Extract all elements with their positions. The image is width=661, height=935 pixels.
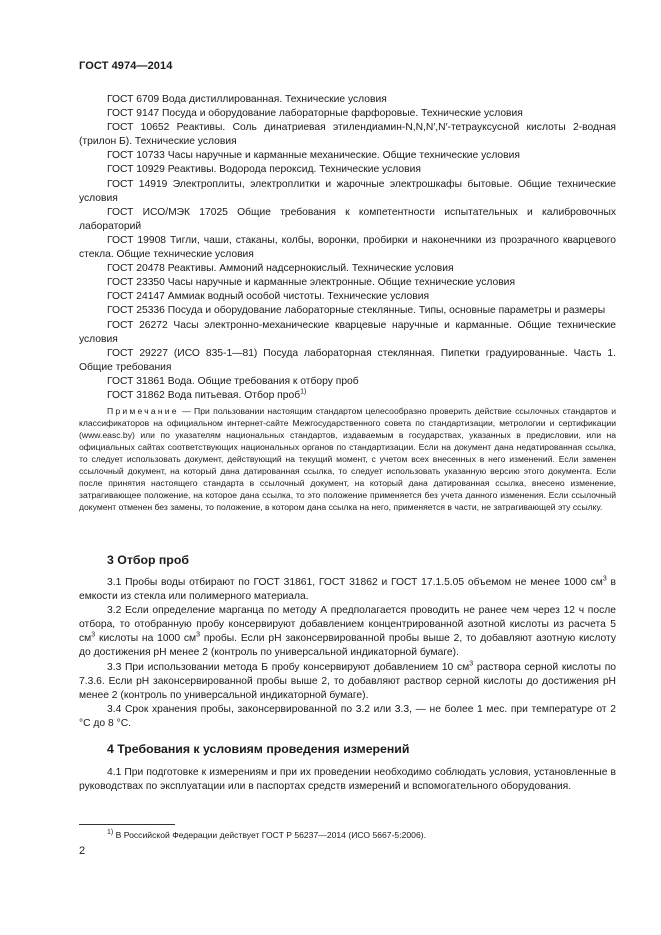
reference-text: ГОСТ 31862 Вода питьевая. Отбор проб — [107, 389, 301, 401]
reference-item: ГОСТ 10929 Реактивы. Водорода пероксид. Технические условия — [107, 164, 421, 176]
reference-item: ГОСТ 20478 Реактивы. Аммоний надсернокислый. Технические условия — [107, 263, 454, 275]
section-4-body — [79, 766, 616, 794]
reference-item: ГОСТ 10733 Часы наручные и карманные механические. Общие технические условия — [107, 150, 520, 162]
reference-item: ГОСТ 24147 Аммиак водный особой чистоты. Технические условия — [107, 291, 430, 303]
text-run: 3.1 Пробы воды отбирают по ГОСТ 31861, ГОСТ 31862 и ГОСТ 17.1.5.05 объемом не менее 1000 см — [107, 577, 603, 588]
section-3-body — [79, 576, 616, 731]
reference-item: ГОСТ 19908 Тигли, чаши, стаканы, колбы, воронки, пробирки и наконечники из прозрачного кварцевого стекла. Общие технические условия — [79, 234, 616, 261]
reference-item: ГОСТ 14919 Электроплиты, электроплитки и жарочные электрошкафы бытовые. Общие технические условия — [79, 178, 616, 204]
reference-item: ГОСТ 31861 Вода. Общие требования к отбору проб — [107, 375, 359, 387]
text-run: пробы. Если рН законсервированной пробы выше 2, то добавляют азотную кислоту до достижения рН менее 2 (контроль по универсальной индикаторной бумаге). — [79, 633, 616, 659]
footnote — [107, 829, 607, 841]
text-run: в емкости из стекла или полимерного материала. — [79, 577, 616, 603]
footnote-mark: 1) — [107, 829, 114, 837]
document-header: ГОСТ 4974—2014 — [79, 60, 173, 72]
paragraph-3-4: 3.4 Срок хранения пробы, законсервированной по 3.2 или 3.3, — не более 1 мес. при температуре от 2 °С до 8 °С. — [79, 703, 616, 729]
reference-item: ГОСТ 6709 Вода дистиллированная. Технические условия — [107, 94, 387, 105]
superscript: 3 — [602, 575, 607, 583]
superscript: 3 — [469, 660, 474, 668]
paragraph-3-3 — [79, 661, 616, 703]
reference-item: ГОСТ ИСО/МЭК 17025 Общие требования к компетентности испытательных и калибровочных лабораторий — [79, 206, 616, 232]
note-text: — При пользовании настоящим стандартом целесообразно проверить действие ссылочных стандартов и классификаторов на официальном интернет-сайте Межгосударственного совета по стандартизации, метрологии и сертификации (www.easc.by) или по указателям национальных стандартов, издаваемым в государствах, указанных в предисловии, или на официальных сайтах соответствующих национальных органов по стандартизации. Если на документ дана недатированная ссылка, то следует использовать документ, действующий на текущий момент, с учетом всех внесенных в него изменений. Если заменен ссылочный документ, на который дана датированная ссылка, то следует использовать указанную версию этого документа. Если после принятия настоящего стандарта в ссылочный документ, на который дана датированная ссылка, внесено изменение, затрагивающее положение, на которое дана ссылка, то это положение применяется без учета данного изменения. Если ссылочный документ отменен без замены, то положение, в котором дана ссылка на него, применяется в части, не затрагивающей эту ссылку. — [79, 406, 616, 513]
text-run: 3.2 Если определение марганца по методу А предполагается проводить не ранее чем через 12 ч после отбора, то отобранную пробу консервируют добавлением концентрированной азотной кислоты из расчета 5 см — [79, 605, 616, 645]
footnote-divider — [79, 824, 175, 825]
paragraph-3-1 — [79, 576, 616, 604]
reference-item: ГОСТ 23350 Часы наручные и карманные электронные. Общие технические условия — [107, 277, 516, 289]
text-run: кислоты на 1000 см — [95, 633, 197, 645]
reference-item: ГОСТ 9147 Посуда и оборудование лабораторные фарфоровые. Технические условия — [107, 108, 523, 120]
reference-item: ГОСТ 26272 Часы электронно-механические кварцевые наручные и карманные. Общие технические условия — [79, 319, 616, 345]
superscript: 3 — [196, 631, 201, 639]
footnote-text: В Российской Федерации действует ГОСТ Р 56237—2014 (ИСО 5667-5:2006). — [113, 830, 426, 840]
superscript: 3 — [91, 631, 96, 639]
section-4-title: 4 Требования к условиям проведения измерений — [107, 742, 410, 756]
reference-item: ГОСТ 10652 Реактивы. Соль динатриевая этилендиамин-N,N,N′,N′-тетрауксусной кислоты 2-водная (трилон Б). Технические условия — [79, 122, 616, 148]
text-run: раствора серной кислоты по 7.3.6. Если рН законсервированной пробы выше 2, то добавляют раствор серной кислоты до достижения рН менее 2 (контроль по универсальной индикаторной бумаге). — [79, 661, 616, 701]
section-3-title: 3 Отбор проб — [107, 553, 189, 567]
page-number: 2 — [79, 845, 86, 857]
reference-item: ГОСТ 25336 Посуда и оборудование лабораторные стеклянные. Типы, основные параметры и размеры — [107, 305, 606, 317]
reference-item-last — [79, 389, 616, 403]
reference-item: ГОСТ 29227 (ИСО 835-1—81) Посуда лабораторная стеклянная. Пипетки градуированные. Часть 1. Общие требования — [79, 347, 616, 373]
text-run: 3.3 При использовании метода Б пробу консервируют добавлением 10 см — [107, 661, 470, 673]
paragraph-4-1: 4.1 При подготовке к измерениям и при их проведении необходимо соблюдать условия, установленные в руководствах по эксплуатации или в паспортах средств измерений и вспомогательного оборудования. — [79, 767, 616, 793]
note-paragraph — [79, 405, 616, 513]
note-label: Примечание — [107, 406, 179, 416]
footnote-marker: 1) — [300, 388, 307, 396]
paragraph-3-2 — [79, 604, 616, 660]
normative-references-list — [79, 93, 616, 403]
